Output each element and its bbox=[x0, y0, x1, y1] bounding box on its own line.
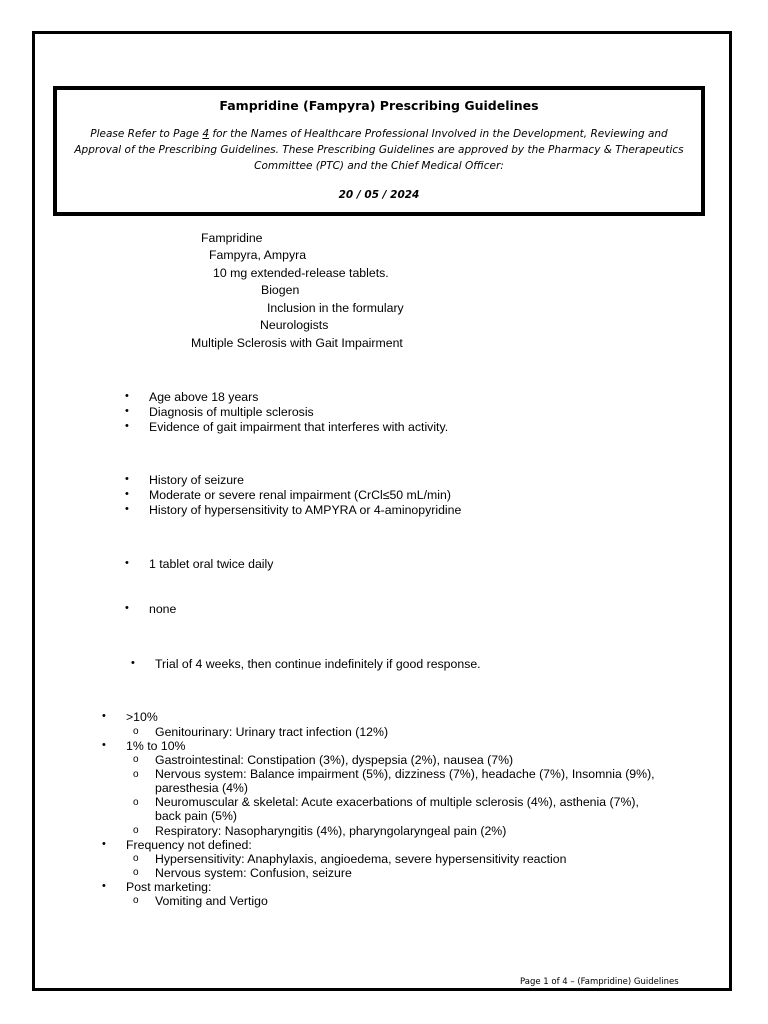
adverse-item: o Nervous system: Balance impairment (5%), dizziness (7%), headache (7%), Insomnia (9%), paresthesia (4%) bbox=[155, 767, 665, 795]
contraindication-item: • History of seizure bbox=[149, 473, 244, 487]
adverse-group-label: • Frequency not defined: bbox=[126, 838, 252, 852]
interactions-item: • none bbox=[149, 602, 176, 616]
approval-note-rest: for the Names of Healthcare Professional Involved in the Development, Reviewing and Approval of the Prescribing Guidelines. These Prescribing Guidelines are approved by the Pharmacy & Therapeutics Committee (PTC) and the Chief Medical Officer: bbox=[74, 128, 684, 172]
adverse-group-label: • 1% to 10% bbox=[126, 739, 185, 753]
approval-note-start: Please Refer to Page bbox=[90, 128, 203, 140]
criteria-item: • Evidence of gait impairment that interferes with activity. bbox=[149, 420, 448, 434]
contraindication-item: • History of hypersensitivity to AMPYRA or 4-aminopyridine bbox=[149, 503, 461, 517]
manufacturer: Biogen bbox=[261, 283, 300, 297]
dosage-form: 10 mg extended-release tablets. bbox=[213, 266, 389, 280]
criteria-item: • Diagnosis of multiple sclerosis bbox=[149, 405, 314, 419]
adverse-item: o Neuromuscular & skeletal: Acute exacerbations of multiple sclerosis (4%), asthenia (7%), back pain (5%) bbox=[155, 795, 665, 823]
generic-name: Fampridine bbox=[201, 231, 263, 245]
request-type: Inclusion in the formulary bbox=[267, 301, 404, 315]
prescribers: Neurologists bbox=[260, 318, 329, 332]
adverse-item: o Genitourinary: Urinary tract infection (12%) bbox=[155, 725, 388, 739]
contraindication-item: • Moderate or severe renal impairment (CrCl≤50 mL/min) bbox=[149, 488, 451, 502]
page-footer: Page 1 of 4 – (Fampridine) Guidelines bbox=[520, 977, 679, 987]
header-box bbox=[53, 86, 705, 216]
adverse-item: o Vomiting and Vertigo bbox=[155, 894, 268, 908]
approval-note bbox=[71, 126, 687, 174]
adverse-item: o Respiratory: Nasopharyngitis (4%), pharyngolaryngeal pain (2%) bbox=[155, 824, 506, 838]
approval-date: 20 / 05 / 2024 bbox=[338, 189, 420, 201]
dose-item: • 1 tablet oral twice daily bbox=[149, 557, 273, 571]
adverse-item: o Nervous system: Confusion, seizure bbox=[155, 866, 352, 880]
adverse-group-label: • >10% bbox=[126, 710, 158, 724]
criteria-item: • Age above 18 years bbox=[149, 390, 258, 404]
adverse-group-label: • Post marketing: bbox=[126, 880, 211, 894]
indication: Multiple Sclerosis with Gait Impairment bbox=[191, 336, 403, 350]
adverse-item: o Gastrointestinal: Constipation (3%), dyspepsia (2%), nausea (7%) bbox=[155, 753, 513, 767]
adverse-item: o Hypersensitivity: Anaphylaxis, angioedema, severe hypersensitivity reaction bbox=[155, 852, 566, 866]
document-title: Fampridine (Fampyra) Prescribing Guidelines bbox=[219, 98, 539, 113]
duration-item: • Trial of 4 weeks, then continue indefinitely if good response. bbox=[155, 657, 481, 671]
brand-names: Fampyra, Ampyra bbox=[209, 248, 307, 262]
approval-note-page-ref: 4 bbox=[202, 128, 210, 140]
